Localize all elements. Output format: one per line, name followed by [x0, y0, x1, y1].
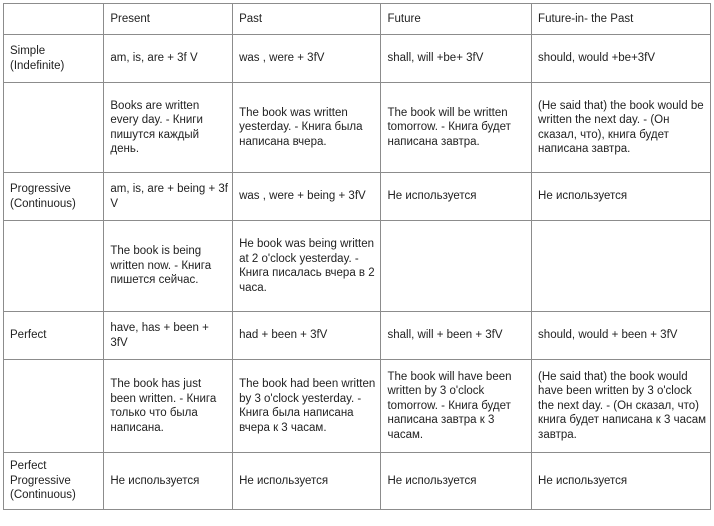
example-perfect-past: The book had been written by 3 o'clock yesterday. - Книга была написана вчера к 3 часам.: [233, 360, 381, 453]
row-simple-formula: [4, 35, 711, 83]
cell-progressive-future-in-past: Не используется: [532, 173, 711, 221]
cell-perfect-future: shall, will + been + 3fV: [381, 312, 532, 360]
example-progressive-future: [381, 221, 532, 312]
cell-simple-future: shall, will +be+ 3fV: [381, 35, 532, 83]
cell-progressive-past: was , were + being + 3fV: [233, 173, 381, 221]
cell-progressive-present: am, is, are + being + 3f V: [104, 173, 233, 221]
row-label-perfect: Perfect: [4, 312, 104, 360]
header-cell-past: Past: [233, 4, 381, 35]
row-label-empty: [4, 360, 104, 453]
cell-simple-past: was , were + 3fV: [233, 35, 381, 83]
example-simple-future: The book will be written tomorrow. - Книга будет написана завтра.: [381, 83, 532, 173]
cell-perfect-future-in-past: should, would + been + 3fV: [532, 312, 711, 360]
example-progressive-present: The book is being written now. - Книга пишется сейчас.: [104, 221, 233, 312]
example-simple-present: Books are written every day. - Книги пишутся каждый день.: [104, 83, 233, 173]
header-cell-future-in-the-past: Future-in- the Past: [532, 4, 711, 35]
row-perfect-formula: [4, 312, 711, 360]
cell-perfect-progressive-present: Не используется: [104, 453, 233, 510]
row-label-empty: [4, 83, 104, 173]
row-simple-example: [4, 83, 711, 173]
cell-perfect-progressive-past: Не используется: [233, 453, 381, 510]
header-cell-present: Present: [104, 4, 233, 35]
example-perfect-present: The book has just been written. - Книга только что была написана.: [104, 360, 233, 453]
cell-perfect-present: have, has + been + 3fV: [104, 312, 233, 360]
cell-simple-present: am, is, are + 3f V: [104, 35, 233, 83]
header-cell-empty: [4, 4, 104, 35]
row-label-progressive: Progressive (Continuous): [4, 173, 104, 221]
row-progressive-formula: [4, 173, 711, 221]
cell-progressive-future: Не используется: [381, 173, 532, 221]
cell-simple-future-in-past: should, would +be+3fV: [532, 35, 711, 83]
cell-perfect-progressive-future-in-past: Не используется: [532, 453, 711, 510]
example-simple-past: The book was written yesterday. - Книга была написана вчера.: [233, 83, 381, 173]
row-label-perfect-progressive: Perfect Progressive (Continuous): [4, 453, 104, 510]
row-label-simple: Simple (Indefinite): [4, 35, 104, 83]
example-simple-future-in-past: (He said that) the book would be written the next day. - (Он сказал, что), книга будет написана завтра.: [532, 83, 711, 173]
example-perfect-future-in-past: (He said that) the book would have been written by 3 o'clock the next day. - (Он сказал, что) книга будет написана к 3 часам завтра.: [532, 360, 711, 453]
example-progressive-past: He book was being written at 2 o'clock yesterday. - Книга писалась вчера в 2 часа.: [233, 221, 381, 312]
row-perfect-progressive-formula: [4, 453, 711, 510]
cell-perfect-progressive-future: Не используется: [381, 453, 532, 510]
example-perfect-future: The book will have been written by 3 o'clock tomorrow. - Книга будет написана завтра к 3 часам.: [381, 360, 532, 453]
header-row: [4, 4, 711, 35]
row-perfect-example: [4, 360, 711, 453]
row-label-empty: [4, 221, 104, 312]
example-progressive-future-in-past: [532, 221, 711, 312]
row-progressive-example: [4, 221, 711, 312]
tense-table: [3, 3, 711, 510]
header-cell-future: Future: [381, 4, 532, 35]
cell-perfect-past: had + been + 3fV: [233, 312, 381, 360]
